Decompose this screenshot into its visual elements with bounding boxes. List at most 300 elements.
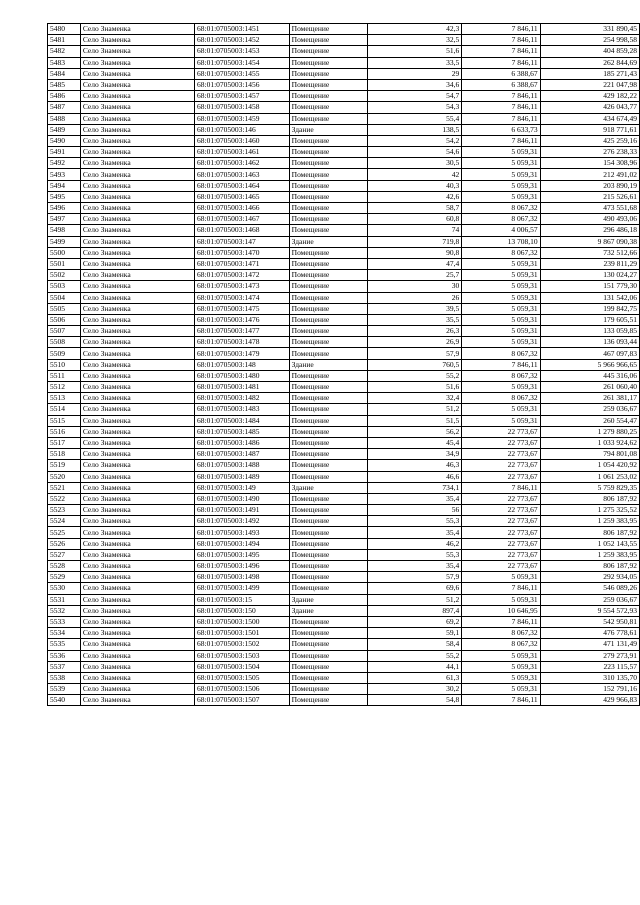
locality-cell: Село Знаменка [80, 225, 194, 236]
table-row [48, 460, 640, 471]
locality-cell: Село Знаменка [80, 449, 194, 460]
area-cell: 30,5 [368, 158, 462, 169]
area-cell: 57,9 [368, 572, 462, 583]
cadastral-value-cell: 429 182,22 [540, 91, 639, 102]
locality-cell: Село Знаменка [80, 460, 194, 471]
locality-cell: Село Знаменка [80, 337, 194, 348]
row-number-cell: 5527 [48, 549, 81, 560]
locality-cell: Село Знаменка [80, 124, 194, 135]
table-row [48, 292, 640, 303]
cadastral-number-cell: 68:01:0705003:1468 [195, 225, 290, 236]
object-type-cell: Помещение [289, 46, 368, 57]
unit-value-cell: 5 059,31 [462, 270, 540, 281]
table-row [48, 616, 640, 627]
row-number-cell: 5480 [48, 24, 81, 35]
table-row [48, 281, 640, 292]
locality-cell: Село Знаменка [80, 258, 194, 269]
area-cell: 25,7 [368, 270, 462, 281]
unit-value-cell: 8 067,32 [462, 247, 540, 258]
unit-value-cell: 7 846,11 [462, 46, 540, 57]
table-row [48, 549, 640, 560]
locality-cell: Село Знаменка [80, 437, 194, 448]
object-type-cell: Помещение [289, 281, 368, 292]
cadastral-value-cell: 467 097,83 [540, 348, 639, 359]
cadastral-number-cell: 68:01:0705003:1466 [195, 203, 290, 214]
cadastral-value-cell: 199 842,75 [540, 303, 639, 314]
row-number-cell: 5498 [48, 225, 81, 236]
area-cell: 719,8 [368, 236, 462, 247]
locality-cell: Село Знаменка [80, 91, 194, 102]
row-number-cell: 5525 [48, 527, 81, 538]
table-row [48, 236, 640, 247]
locality-cell: Село Знаменка [80, 493, 194, 504]
cadastral-value-cell: 426 043,77 [540, 102, 639, 113]
cadastral-number-cell: 68:01:0705003:1459 [195, 113, 290, 124]
cadastral-value-cell: 276 238,33 [540, 147, 639, 158]
cadastral-value-cell: 1 054 420,92 [540, 460, 639, 471]
cadastral-number-cell: 68:01:0705003:1451 [195, 24, 290, 35]
row-number-cell: 5497 [48, 214, 81, 225]
area-cell: 32,4 [368, 393, 462, 404]
unit-value-cell: 4 006,57 [462, 225, 540, 236]
area-cell: 54,2 [368, 135, 462, 146]
area-cell: 34,9 [368, 449, 462, 460]
area-cell: 55,3 [368, 549, 462, 560]
locality-cell: Село Знаменка [80, 471, 194, 482]
unit-value-cell: 22 773,67 [462, 437, 540, 448]
row-number-cell: 5513 [48, 393, 81, 404]
locality-cell: Село Знаменка [80, 628, 194, 639]
object-type-cell: Помещение [289, 628, 368, 639]
object-type-cell: Помещение [289, 684, 368, 695]
area-cell: 44,1 [368, 661, 462, 672]
locality-cell: Село Знаменка [80, 102, 194, 113]
locality-cell: Село Знаменка [80, 572, 194, 583]
area-cell: 56 [368, 505, 462, 516]
area-cell: 46,6 [368, 471, 462, 482]
area-cell: 55,3 [368, 516, 462, 527]
row-number-cell: 5521 [48, 482, 81, 493]
cadastral-number-cell: 68:01:0705003:1491 [195, 505, 290, 516]
cadastral-value-cell: 471 131,49 [540, 639, 639, 650]
cadastral-number-cell: 68:01:0705003:1498 [195, 572, 290, 583]
area-cell: 61,3 [368, 672, 462, 683]
area-cell: 35,4 [368, 561, 462, 572]
object-type-cell: Помещение [289, 214, 368, 225]
locality-cell: Село Знаменка [80, 393, 194, 404]
locality-cell: Село Знаменка [80, 314, 194, 325]
area-cell: 54,8 [368, 695, 462, 706]
cadastral-number-cell: 68:01:0705003:146 [195, 124, 290, 135]
unit-value-cell: 7 846,11 [462, 359, 540, 370]
row-number-cell: 5504 [48, 292, 81, 303]
object-type-cell: Помещение [289, 180, 368, 191]
cadastral-value-cell: 732 512,66 [540, 247, 639, 258]
locality-cell: Село Знаменка [80, 616, 194, 627]
cadastral-number-cell: 68:01:0705003:1481 [195, 382, 290, 393]
object-type-cell: Помещение [289, 225, 368, 236]
unit-value-cell: 5 059,31 [462, 281, 540, 292]
table-row [48, 180, 640, 191]
area-cell: 35,4 [368, 527, 462, 538]
cadastral-number-cell: 68:01:0705003:1457 [195, 91, 290, 102]
row-number-cell: 5514 [48, 404, 81, 415]
object-type-cell: Помещение [289, 460, 368, 471]
object-type-cell: Помещение [289, 382, 368, 393]
cadastral-number-cell: 68:01:0705003:1467 [195, 214, 290, 225]
object-type-cell: Помещение [289, 493, 368, 504]
cadastral-number-cell: 68:01:0705003:1495 [195, 549, 290, 560]
object-type-cell: Здание [289, 359, 368, 370]
cadastral-value-cell: 212 491,02 [540, 169, 639, 180]
locality-cell: Село Знаменка [80, 46, 194, 57]
area-cell: 34,6 [368, 79, 462, 90]
unit-value-cell: 22 773,67 [462, 527, 540, 538]
unit-value-cell: 5 059,31 [462, 303, 540, 314]
row-number-cell: 5518 [48, 449, 81, 460]
object-type-cell: Помещение [289, 437, 368, 448]
area-cell: 35,4 [368, 493, 462, 504]
area-cell: 58,7 [368, 203, 462, 214]
cadastral-value-cell: 151 779,30 [540, 281, 639, 292]
area-cell: 55,2 [368, 370, 462, 381]
area-cell: 40,3 [368, 180, 462, 191]
cadastral-number-cell: 68:01:0705003:1456 [195, 79, 290, 90]
unit-value-cell: 8 067,32 [462, 348, 540, 359]
locality-cell: Село Знаменка [80, 426, 194, 437]
area-cell: 26,3 [368, 326, 462, 337]
cadastral-value-cell: 152 791,16 [540, 684, 639, 695]
object-type-cell: Помещение [289, 158, 368, 169]
object-type-cell: Помещение [289, 471, 368, 482]
cadastral-number-cell: 68:01:0705003:1490 [195, 493, 290, 504]
row-number-cell: 5519 [48, 460, 81, 471]
object-type-cell: Помещение [289, 639, 368, 650]
locality-cell: Село Знаменка [80, 404, 194, 415]
unit-value-cell: 5 059,31 [462, 314, 540, 325]
object-type-cell: Помещение [289, 449, 368, 460]
row-number-cell: 5537 [48, 661, 81, 672]
object-type-cell: Помещение [289, 203, 368, 214]
cadastral-number-cell: 68:01:0705003:1489 [195, 471, 290, 482]
table-row [48, 314, 640, 325]
area-cell: 54,3 [368, 102, 462, 113]
object-type-cell: Помещение [289, 516, 368, 527]
object-type-cell: Помещение [289, 650, 368, 661]
unit-value-cell: 5 059,31 [462, 258, 540, 269]
object-type-cell: Помещение [289, 314, 368, 325]
row-number-cell: 5512 [48, 382, 81, 393]
object-type-cell: Помещение [289, 661, 368, 672]
cadastral-value-cell: 473 551,68 [540, 203, 639, 214]
table-row [48, 527, 640, 538]
area-cell: 51,6 [368, 382, 462, 393]
cadastral-number-cell: 68:01:0705003:1474 [195, 292, 290, 303]
object-type-cell: Помещение [289, 695, 368, 706]
locality-cell: Село Знаменка [80, 348, 194, 359]
table-row [48, 258, 640, 269]
cadastral-number-cell: 68:01:0705003:1462 [195, 158, 290, 169]
area-cell: 59,1 [368, 628, 462, 639]
table-row [48, 247, 640, 258]
cadastral-value-cell: 806 187,92 [540, 561, 639, 572]
unit-value-cell: 5 059,31 [462, 661, 540, 672]
row-number-cell: 5511 [48, 370, 81, 381]
cadastral-number-cell: 68:01:0705003:1453 [195, 46, 290, 57]
row-number-cell: 5505 [48, 303, 81, 314]
object-type-cell: Помещение [289, 247, 368, 258]
unit-value-cell: 5 059,31 [462, 147, 540, 158]
locality-cell: Село Знаменка [80, 180, 194, 191]
unit-value-cell: 7 846,11 [462, 135, 540, 146]
table-row [48, 124, 640, 135]
cadastral-number-cell: 68:01:0705003:1502 [195, 639, 290, 650]
cadastral-number-cell: 68:01:0705003:1504 [195, 661, 290, 672]
table-row [48, 303, 640, 314]
object-type-cell: Помещение [289, 35, 368, 46]
row-number-cell: 5534 [48, 628, 81, 639]
object-type-cell: Помещение [289, 348, 368, 359]
object-type-cell: Помещение [289, 572, 368, 583]
area-cell: 35,5 [368, 314, 462, 325]
area-cell: 42,6 [368, 191, 462, 202]
unit-value-cell: 5 059,31 [462, 572, 540, 583]
table-row [48, 57, 640, 68]
locality-cell: Село Знаменка [80, 370, 194, 381]
table-row [48, 605, 640, 616]
unit-value-cell: 6 388,67 [462, 79, 540, 90]
cadastral-value-cell: 221 047,98 [540, 79, 639, 90]
object-type-cell: Здание [289, 482, 368, 493]
table-row [48, 359, 640, 370]
object-type-cell: Помещение [289, 113, 368, 124]
cadastral-value-cell: 1 033 924,62 [540, 437, 639, 448]
unit-value-cell: 5 059,31 [462, 337, 540, 348]
locality-cell: Село Знаменка [80, 35, 194, 46]
area-cell: 30,2 [368, 684, 462, 695]
area-cell: 734,1 [368, 482, 462, 493]
area-cell: 54,7 [368, 91, 462, 102]
cadastral-number-cell: 68:01:0705003:1494 [195, 538, 290, 549]
table-row [48, 46, 640, 57]
table-row [48, 449, 640, 460]
cadastral-value-cell: 9 867 090,38 [540, 236, 639, 247]
cadastral-number-cell: 68:01:0705003:1465 [195, 191, 290, 202]
table-row [48, 561, 640, 572]
table-row [48, 639, 640, 650]
unit-value-cell: 7 846,11 [462, 24, 540, 35]
table-row [48, 426, 640, 437]
table-row [48, 91, 640, 102]
row-number-cell: 5528 [48, 561, 81, 572]
area-cell: 51,6 [368, 46, 462, 57]
cadastral-number-cell: 68:01:0705003:147 [195, 236, 290, 247]
unit-value-cell: 22 773,67 [462, 538, 540, 549]
cadastral-number-cell: 68:01:0705003:1463 [195, 169, 290, 180]
cadastral-value-cell: 279 273,91 [540, 650, 639, 661]
object-type-cell: Помещение [289, 270, 368, 281]
unit-value-cell: 8 067,32 [462, 214, 540, 225]
unit-value-cell: 22 773,67 [462, 449, 540, 460]
cadastral-value-cell: 1 061 253,02 [540, 471, 639, 482]
table-row [48, 516, 640, 527]
row-number-cell: 5520 [48, 471, 81, 482]
area-cell: 42 [368, 169, 462, 180]
row-number-cell: 5535 [48, 639, 81, 650]
locality-cell: Село Знаменка [80, 672, 194, 683]
area-cell: 90,8 [368, 247, 462, 258]
row-number-cell: 5531 [48, 594, 81, 605]
locality-cell: Село Знаменка [80, 583, 194, 594]
table-row [48, 337, 640, 348]
row-number-cell: 5530 [48, 583, 81, 594]
cadastral-number-cell: 68:01:0705003:1464 [195, 180, 290, 191]
cadastral-value-cell: 223 115,57 [540, 661, 639, 672]
table-row [48, 404, 640, 415]
object-type-cell: Помещение [289, 135, 368, 146]
table-row [48, 695, 640, 706]
area-cell: 57,9 [368, 348, 462, 359]
object-type-cell: Помещение [289, 527, 368, 538]
unit-value-cell: 10 646,95 [462, 605, 540, 616]
row-number-cell: 5495 [48, 191, 81, 202]
area-cell: 47,4 [368, 258, 462, 269]
table-row [48, 79, 640, 90]
unit-value-cell: 5 059,31 [462, 326, 540, 337]
object-type-cell: Помещение [289, 561, 368, 572]
cadastral-number-cell: 68:01:0705003:1475 [195, 303, 290, 314]
row-number-cell: 5490 [48, 135, 81, 146]
row-number-cell: 5503 [48, 281, 81, 292]
unit-value-cell: 13 708,10 [462, 236, 540, 247]
row-number-cell: 5538 [48, 672, 81, 683]
locality-cell: Село Знаменка [80, 158, 194, 169]
cadastral-value-cell: 5 966 966,65 [540, 359, 639, 370]
unit-value-cell: 5 059,31 [462, 684, 540, 695]
area-cell: 33,5 [368, 57, 462, 68]
object-type-cell: Помещение [289, 538, 368, 549]
locality-cell: Село Знаменка [80, 292, 194, 303]
locality-cell: Село Знаменка [80, 303, 194, 314]
row-number-cell: 5522 [48, 493, 81, 504]
object-type-cell: Здание [289, 236, 368, 247]
unit-value-cell: 8 067,32 [462, 393, 540, 404]
area-cell: 55,2 [368, 650, 462, 661]
cadastral-value-cell: 296 486,18 [540, 225, 639, 236]
row-number-cell: 5506 [48, 314, 81, 325]
unit-value-cell: 22 773,67 [462, 426, 540, 437]
cadastral-value-cell: 542 950,81 [540, 616, 639, 627]
cadastral-value-cell: 259 036,67 [540, 404, 639, 415]
table-row [48, 191, 640, 202]
area-cell: 74 [368, 225, 462, 236]
locality-cell: Село Знаменка [80, 113, 194, 124]
unit-value-cell: 5 059,31 [462, 169, 540, 180]
locality-cell: Село Знаменка [80, 661, 194, 672]
row-number-cell: 5507 [48, 326, 81, 337]
object-type-cell: Помещение [289, 303, 368, 314]
cadastral-number-cell: 68:01:0705003:1477 [195, 326, 290, 337]
object-type-cell: Здание [289, 605, 368, 616]
unit-value-cell: 7 846,11 [462, 482, 540, 493]
cadastral-value-cell: 1 279 880,25 [540, 426, 639, 437]
unit-value-cell: 8 067,32 [462, 370, 540, 381]
object-type-cell: Помещение [289, 337, 368, 348]
row-number-cell: 5516 [48, 426, 81, 437]
cadastral-value-cell: 476 778,61 [540, 628, 639, 639]
cadastral-number-cell: 68:01:0705003:1476 [195, 314, 290, 325]
locality-cell: Село Знаменка [80, 516, 194, 527]
cadastral-value-cell: 1 259 383,95 [540, 516, 639, 527]
locality-cell: Село Знаменка [80, 527, 194, 538]
locality-cell: Село Знаменка [80, 359, 194, 370]
cadastral-value-cell: 185 271,43 [540, 68, 639, 79]
area-cell: 138,5 [368, 124, 462, 135]
row-number-cell: 5494 [48, 180, 81, 191]
object-type-cell: Помещение [289, 169, 368, 180]
row-number-cell: 5502 [48, 270, 81, 281]
object-type-cell: Помещение [289, 672, 368, 683]
table-row [48, 437, 640, 448]
unit-value-cell: 5 059,31 [462, 404, 540, 415]
table-row [48, 348, 640, 359]
cadastral-number-cell: 68:01:0705003:1482 [195, 393, 290, 404]
object-type-cell: Помещение [289, 393, 368, 404]
row-number-cell: 5499 [48, 236, 81, 247]
row-number-cell: 5533 [48, 616, 81, 627]
object-type-cell: Помещение [289, 404, 368, 415]
cadastral-number-cell: 68:01:0705003:148 [195, 359, 290, 370]
cadastral-number-cell: 68:01:0705003:1480 [195, 370, 290, 381]
unit-value-cell: 8 067,32 [462, 639, 540, 650]
cadastral-number-cell: 68:01:0705003:1496 [195, 561, 290, 572]
table-row [48, 393, 640, 404]
row-number-cell: 5496 [48, 203, 81, 214]
cadastral-value-cell: 1 259 383,95 [540, 549, 639, 560]
row-number-cell: 5515 [48, 415, 81, 426]
cadastral-value-cell: 261 381,17 [540, 393, 639, 404]
cadastral-number-cell: 68:01:0705003:1484 [195, 415, 290, 426]
cadastral-number-cell: 68:01:0705003:1493 [195, 527, 290, 538]
object-type-cell: Помещение [289, 91, 368, 102]
row-number-cell: 5510 [48, 359, 81, 370]
table-row [48, 583, 640, 594]
row-number-cell: 5536 [48, 650, 81, 661]
cadastral-value-cell: 254 998,58 [540, 35, 639, 46]
cadastral-value-cell: 404 859,28 [540, 46, 639, 57]
area-cell: 26 [368, 292, 462, 303]
unit-value-cell: 22 773,67 [462, 505, 540, 516]
cadastral-value-cell: 5 759 829,35 [540, 482, 639, 493]
row-number-cell: 5529 [48, 572, 81, 583]
locality-cell: Село Знаменка [80, 57, 194, 68]
table-row [48, 505, 640, 516]
unit-value-cell: 22 773,67 [462, 493, 540, 504]
area-cell: 897,4 [368, 605, 462, 616]
area-cell: 760,5 [368, 359, 462, 370]
cadastral-number-cell: 68:01:0705003:1492 [195, 516, 290, 527]
object-type-cell: Помещение [289, 57, 368, 68]
locality-cell: Село Знаменка [80, 482, 194, 493]
table-row [48, 270, 640, 281]
row-number-cell: 5488 [48, 113, 81, 124]
row-number-cell: 5485 [48, 79, 81, 90]
cadastral-value-cell: 133 059,85 [540, 326, 639, 337]
table-row [48, 572, 640, 583]
cadastral-value-cell: 292 934,05 [540, 572, 639, 583]
locality-cell: Село Знаменка [80, 605, 194, 616]
row-number-cell: 5483 [48, 57, 81, 68]
